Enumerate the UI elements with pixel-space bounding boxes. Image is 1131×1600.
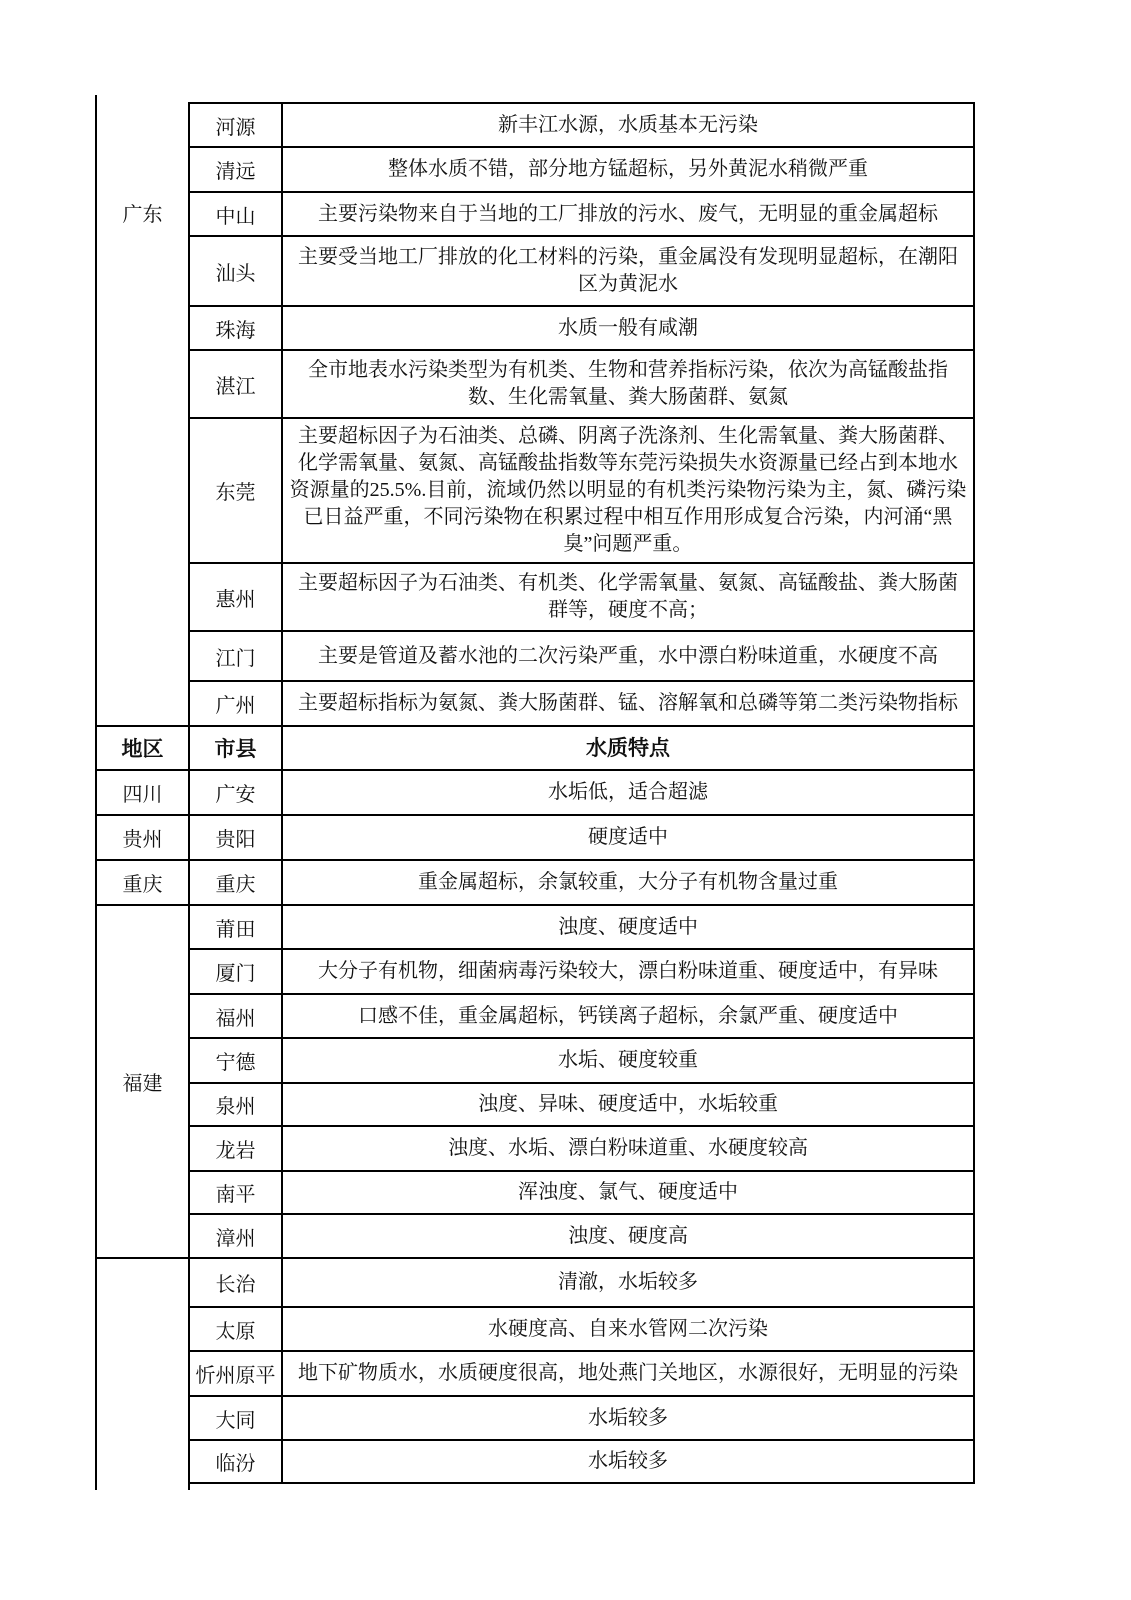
table-row bbox=[190, 1039, 975, 1084]
table-row bbox=[190, 1441, 975, 1484]
city-cell: 宁德 bbox=[190, 1039, 283, 1084]
table-row bbox=[190, 419, 975, 564]
city-cell: 长治 bbox=[190, 1259, 283, 1308]
city-cell: 龙岩 bbox=[190, 1127, 283, 1172]
region-section-chongqing bbox=[95, 861, 975, 906]
feature-cell: 重金属超标，余氯较重，大分子有机物含量过重 bbox=[283, 861, 975, 906]
region-cell: 四川 bbox=[95, 771, 190, 816]
split-cell-border-top bbox=[95, 95, 190, 102]
feature-cell: 浊度、硬度适中 bbox=[283, 906, 975, 950]
city-cell: 河源 bbox=[190, 104, 283, 148]
region-section-fujian bbox=[95, 906, 975, 1259]
header-feature-cell: 水质特点 bbox=[283, 727, 975, 771]
city-cell: 湛江 bbox=[190, 351, 283, 419]
region-cell: 贵州 bbox=[95, 816, 190, 861]
table-row bbox=[190, 1084, 975, 1127]
table-row bbox=[190, 564, 975, 632]
city-cell: 南平 bbox=[190, 1172, 283, 1215]
city-cell: 泉州 bbox=[190, 1084, 283, 1127]
table-row bbox=[190, 1397, 975, 1441]
split-cell-border-bottom bbox=[95, 1484, 190, 1490]
table-row bbox=[190, 950, 975, 995]
table-row bbox=[190, 193, 975, 237]
city-cell: 忻州原平 bbox=[190, 1352, 283, 1397]
feature-cell: 主要超标因子为石油类、总磷、阴离子洗涤剂、生化需氧量、粪大肠菌群、化学需氧量、氨氮、高锰酸盐指数等东莞污染损失水资源量已经占到本地水资源量的25.5%.目前，流域仍然以明显的有机类污染物污染为主，氮、磷污染已日益严重，不同污染物在积累过程中相互作用形成复合污染，内河涌“黑臭”问题严重。 bbox=[283, 419, 975, 564]
feature-cell: 浑浊度、氯气、硬度适中 bbox=[283, 1172, 975, 1215]
table-row bbox=[190, 816, 975, 861]
table-row bbox=[190, 351, 975, 419]
table-row bbox=[190, 861, 975, 906]
region-section-sichuan bbox=[95, 771, 975, 816]
city-cell: 广安 bbox=[190, 771, 283, 816]
feature-cell: 主要超标因子为石油类、有机类、化学需氧量、氨氮、高锰酸盐、粪大肠菌群等，硬度不高； bbox=[283, 564, 975, 632]
table-row bbox=[190, 1172, 975, 1215]
feature-cell: 大分子有机物，细菌病毒污染较大，漂白粉味道重、硬度适中，有异味 bbox=[283, 950, 975, 995]
city-cell: 广州 bbox=[190, 682, 283, 727]
feature-cell: 水硬度高、自来水管网二次污染 bbox=[283, 1308, 975, 1352]
city-cell: 贵阳 bbox=[190, 816, 283, 861]
city-cell: 厦门 bbox=[190, 950, 283, 995]
city-cell: 莆田 bbox=[190, 906, 283, 950]
city-cell: 江门 bbox=[190, 632, 283, 682]
feature-cell: 整体水质不错，部分地方锰超标，另外黄泥水稍微严重 bbox=[283, 148, 975, 193]
table-row bbox=[190, 632, 975, 682]
feature-cell: 主要受当地工厂排放的化工材料的污染，重金属没有发现明显超标，在潮阳区为黄泥水 bbox=[283, 237, 975, 307]
feature-cell: 水垢低，适合超滤 bbox=[283, 771, 975, 816]
feature-cell: 水垢较多 bbox=[283, 1397, 975, 1441]
city-cell: 太原 bbox=[190, 1308, 283, 1352]
water-quality-table bbox=[95, 95, 975, 1490]
table-row bbox=[190, 148, 975, 193]
feature-cell: 水质一般有咸潮 bbox=[283, 307, 975, 351]
city-cell: 临汾 bbox=[190, 1441, 283, 1484]
region-cell: 广东 bbox=[95, 102, 190, 727]
feature-cell: 水垢、硬度较重 bbox=[283, 1039, 975, 1084]
region-cell: 重庆 bbox=[95, 861, 190, 906]
table-row bbox=[190, 1308, 975, 1352]
table-row bbox=[190, 1127, 975, 1172]
feature-cell: 水垢较多 bbox=[283, 1441, 975, 1484]
city-cell: 东莞 bbox=[190, 419, 283, 564]
feature-cell: 主要是管道及蓄水池的二次污染严重，水中漂白粉味道重，水硬度不高 bbox=[283, 632, 975, 682]
feature-cell: 主要污染物来自于当地的工厂排放的污水、废气，无明显的重金属超标 bbox=[283, 193, 975, 237]
table-row bbox=[190, 906, 975, 950]
header-region-cell: 地区 bbox=[95, 727, 190, 771]
table-row bbox=[190, 1215, 975, 1259]
region-section-guangdong bbox=[95, 102, 975, 727]
region-cell: 福建 bbox=[95, 906, 190, 1259]
table-row bbox=[190, 682, 975, 727]
feature-cell: 地下矿物质水，水质硬度很高，地处燕门关地区，水源很好，无明显的污染 bbox=[283, 1352, 975, 1397]
table-row bbox=[190, 104, 975, 148]
table-row bbox=[190, 237, 975, 307]
city-cell: 清远 bbox=[190, 148, 283, 193]
region-section-guizhou bbox=[95, 816, 975, 861]
city-cell: 福州 bbox=[190, 995, 283, 1039]
city-cell: 汕头 bbox=[190, 237, 283, 307]
region-cell bbox=[95, 1259, 190, 1484]
city-cell: 中山 bbox=[190, 193, 283, 237]
feature-cell: 浊度、硬度高 bbox=[283, 1215, 975, 1259]
city-cell: 大同 bbox=[190, 1397, 283, 1441]
feature-cell: 主要超标指标为氨氮、粪大肠菌群、锰、溶解氧和总磷等第二类污染物指标 bbox=[283, 682, 975, 727]
table-row bbox=[190, 307, 975, 351]
city-cell: 珠海 bbox=[190, 307, 283, 351]
city-cell: 漳州 bbox=[190, 1215, 283, 1259]
feature-cell: 全市地表水污染类型为有机类、生物和营养指标污染，依次为高锰酸盐指数、生化需氧量、粪大肠菌群、氨氮 bbox=[283, 351, 975, 419]
table-row bbox=[190, 1259, 975, 1308]
header-city-cell: 市县 bbox=[190, 727, 283, 771]
table-row bbox=[190, 727, 975, 771]
table-row bbox=[190, 1352, 975, 1397]
table-row bbox=[190, 995, 975, 1039]
feature-cell: 新丰江水源，水质基本无污染 bbox=[283, 104, 975, 148]
city-cell: 重庆 bbox=[190, 861, 283, 906]
table-header-row bbox=[95, 727, 975, 771]
region-section-shanxi bbox=[95, 1259, 975, 1484]
feature-cell: 浊度、异味、硬度适中，水垢较重 bbox=[283, 1084, 975, 1127]
feature-cell: 浊度、水垢、漂白粉味道重、水硬度较高 bbox=[283, 1127, 975, 1172]
feature-cell: 硬度适中 bbox=[283, 816, 975, 861]
feature-cell: 口感不佳，重金属超标，钙镁离子超标，余氯严重、硬度适中 bbox=[283, 995, 975, 1039]
feature-cell: 清澈，水垢较多 bbox=[283, 1259, 975, 1308]
table-row bbox=[190, 771, 975, 816]
city-cell: 惠州 bbox=[190, 564, 283, 632]
